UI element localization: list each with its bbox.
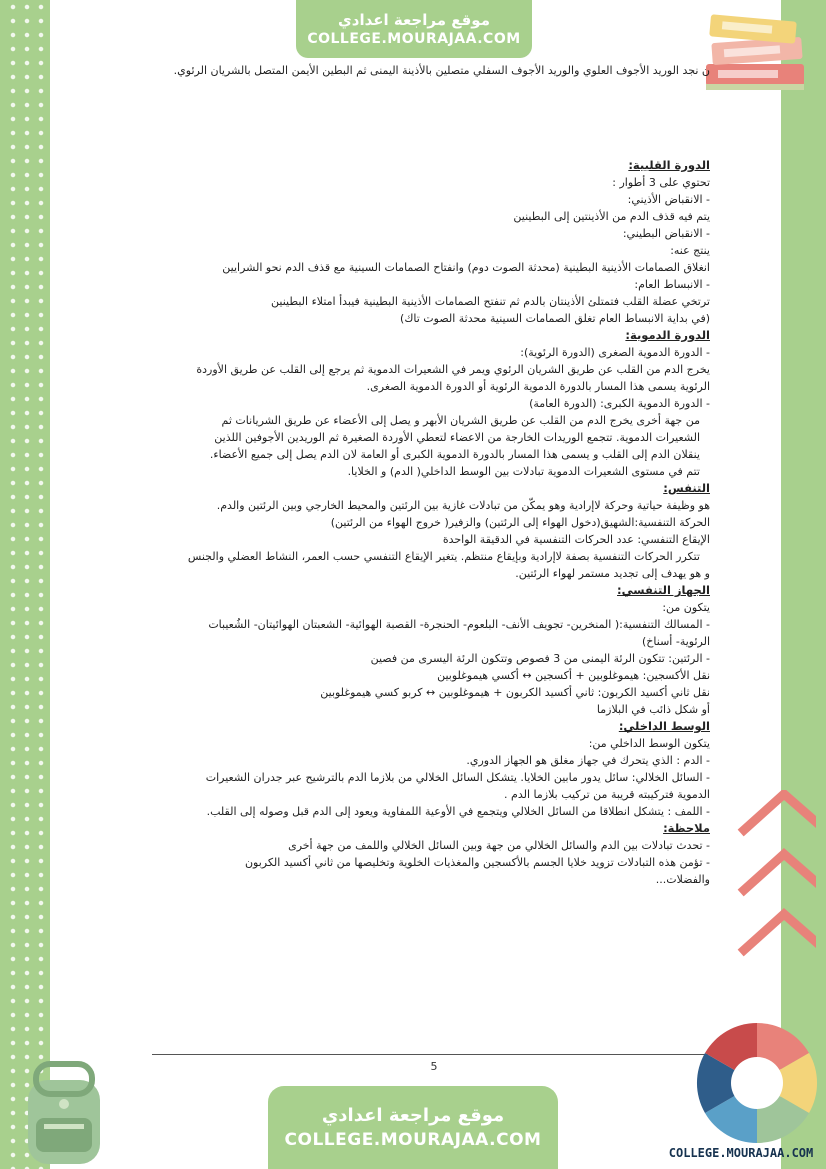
text-line: ينقلان الدم إلى القلب و يسمى هذا المسار بالدورة الدموية الكبرى أو العامة لان الدم يصل إلى جميع الأعضاء. [209, 448, 700, 461]
site-header[interactable] [296, 0, 532, 58]
books-icon [700, 8, 812, 100]
section-heading: ملاحظة: [663, 821, 710, 835]
text-line: تحتوي على 3 أطوار : [612, 176, 710, 189]
page-number: 5 [430, 1060, 438, 1073]
intro-paragraph: ن نجد الوريد الأجوف العلوي والوريد الأجوف السفلي متصلين بالأذينة اليمنى ثم البطين الأيمن المتصل بالشريان الرئوي. [173, 64, 710, 77]
text-line: - الدورة الدموية الصغرى (الدورة الرئوية): [520, 346, 710, 359]
section-heading: الدورة القلبية: [628, 158, 710, 172]
text-line: من جهة أخرى يخرج الدم من القلب عن طريق الشريان الأبهر و يصل إلى الأعضاء عن طريق الشريانات ثم [221, 414, 700, 427]
text-line: يتكون الوسط الداخلي من: [588, 737, 710, 750]
text-line: الدموية فتركيبته قريبة من تركيب بلازما الدم . [504, 788, 710, 801]
text-line: - الانقباض البطيني: [622, 227, 710, 240]
text-line: الرئوية- أسناخ) [642, 635, 710, 648]
text-line: - اللمف : يتشكل انطلاقا من السائل الخلالي ويتجمع في الأوعية اللمفاوية ويعود إلى الدم قبل وصوله إلى القلب. [206, 805, 710, 818]
text-line: انغلاق الصمامات الأذينية البطينية (محدثة الصوت دوم) وانفتاح الصمامات السينية مع قذف الدم نحو الشرايين [222, 261, 710, 274]
text-line: والفضلات... [655, 873, 710, 886]
document-lines [150, 157, 710, 888]
site-footer[interactable] [268, 1086, 558, 1169]
text-line: نقل الأكسجين: هيموغلوبين + أكسجين ↔ أكسي هيموغلوبين [437, 669, 710, 682]
logo-label: COLLEGE.MOURAJAA.COM [668, 1146, 814, 1160]
text-line: يتكون من: [662, 601, 710, 614]
text-line: و هو يهدف إلى تجديد مستمر لهواء الرئتين. [515, 567, 710, 580]
section-heading: التنفس: [663, 481, 710, 495]
text-line: - الدورة الدموية الكبرى: (الدورة العامة) [529, 397, 710, 410]
text-line: - الرئتين: تتكون الرئة اليمنى من 3 فصوص وتتكون الرئة اليسرى من فصين [370, 652, 710, 665]
text-line: - الانبساط العام: [634, 278, 710, 291]
text-line: - تحدث تبادلات بين الدم والسائل الخلالي من جهة وبين السائل الخلالي واللمف من جهة أخرى [288, 839, 710, 852]
chevron-up-icon [736, 790, 816, 990]
text-line: الشعيرات الدموية. تتجمع الوريدات الخارجة من الاعضاء لتعطي الأوردة الصغيرة ثم الوريدين الأجوفين اللذين [214, 431, 700, 444]
text-line: نقل ثاني أكسيد الكربون: ثاني أكسيد الكربون + هيموغلوبين ↔ كربو كسي هيموغلوبين [320, 686, 710, 699]
footer-name-ar: موقع مراجعة اعدادي [321, 1105, 505, 1126]
text-line: الرئوية يسمى هذا المسار بالدورة الدموية الرئوية أو الدورة الدموية الصغرى. [366, 380, 710, 393]
text-line: تتم في مستوى الشعيرات الدموية تبادلات بين الوسط الداخلي( الدم) و الخلايا. [347, 465, 700, 478]
text-line: - السائل الخلالي: سائل يدور مابين الخلايا. يتشكل السائل الخلالي من بلازما الدم بالترشيح عبر جدران الشعيرات [205, 771, 710, 784]
text-line: تتكرر الحركات التنفسية بصفة لاإرادية وبإيقاع منتظم. يتغير الإيقاع التنفسي حسب العمر، النشاط العضلي والجنس [187, 550, 700, 563]
site-url[interactable]: COLLEGE.MOURAJAA.COM [307, 31, 521, 47]
education-wheel-logo [694, 1020, 820, 1146]
section-heading: الدورة الدموية: [625, 328, 710, 342]
footer-url[interactable]: COLLEGE.MOURAJAA.COM [284, 1130, 542, 1150]
text-line: أو شكل ذائب في البلازما [596, 703, 710, 716]
text-line: - الانقباض الأذيني: [627, 193, 710, 206]
text-line: - الدم : الذي يتحرك في جهاز مغلق هو الجهاز الدوري. [466, 754, 710, 767]
text-line: هو وظيفة حياتية وحركة لاإرادية وهو يمكّن من تبادلات غازية بين الرئتين والمحيط الخارجي وبين الرئتين والدم. [216, 499, 710, 512]
section-heading: الوسط الداخلي: [618, 719, 710, 733]
site-name-ar: موقع مراجعة اعدادي [338, 11, 490, 29]
text-line: - تؤمن هذه التبادلات تزويد خلايا الجسم بالأكسجين والمغذيات الخلوية وتخليصها من ثاني أكسيد الكربون [244, 856, 710, 869]
text-line: ينتج عنه: [670, 244, 710, 257]
right-decor-band [781, 0, 826, 1169]
text-line: يتم فيه قذف الدم من الأذينتين إلى البطينين [513, 210, 710, 223]
left-decor-band [0, 0, 50, 1169]
backpack-icon [14, 1060, 114, 1166]
text-line: الإيقاع التنفسي: عدد الحركات التنفسية في الدقيقة الواحدة [442, 533, 710, 546]
dot-pattern [6, 0, 46, 1169]
text-line: يخرج الدم من القلب عن طريق الشريان الرئوي ويمر في الشعيرات الدموية ثم يرجع إلى القلب عن طريق الأوردة [196, 363, 710, 376]
text-line: الحركة التنفسية:الشهيق(دخول الهواء إلى الرئتين) والزفير( خروج الهواء من الرئتين) [330, 516, 710, 529]
section-heading: الجهاز التنفسي: [617, 583, 710, 597]
document-body [150, 62, 710, 1042]
text-line: ترتخي عضلة القلب فتمتلئ الأذينتان بالدم ثم تنفتح الصمامات الأذينية البطينية فيبدأ امتلاء البطينين [271, 295, 710, 308]
text-line: - المسالك التنفسية:( المنخرين- تجويف الأنف- البلعوم- الحنجرة- القصبة الهوائية- الشعبتان الهوائيتان- الشُعيبات [208, 618, 710, 631]
footer-divider [152, 1054, 708, 1055]
text-line: (في بداية الانبساط العام تغلق الصمامات السينية محدثة الصوت تاك) [400, 312, 710, 325]
